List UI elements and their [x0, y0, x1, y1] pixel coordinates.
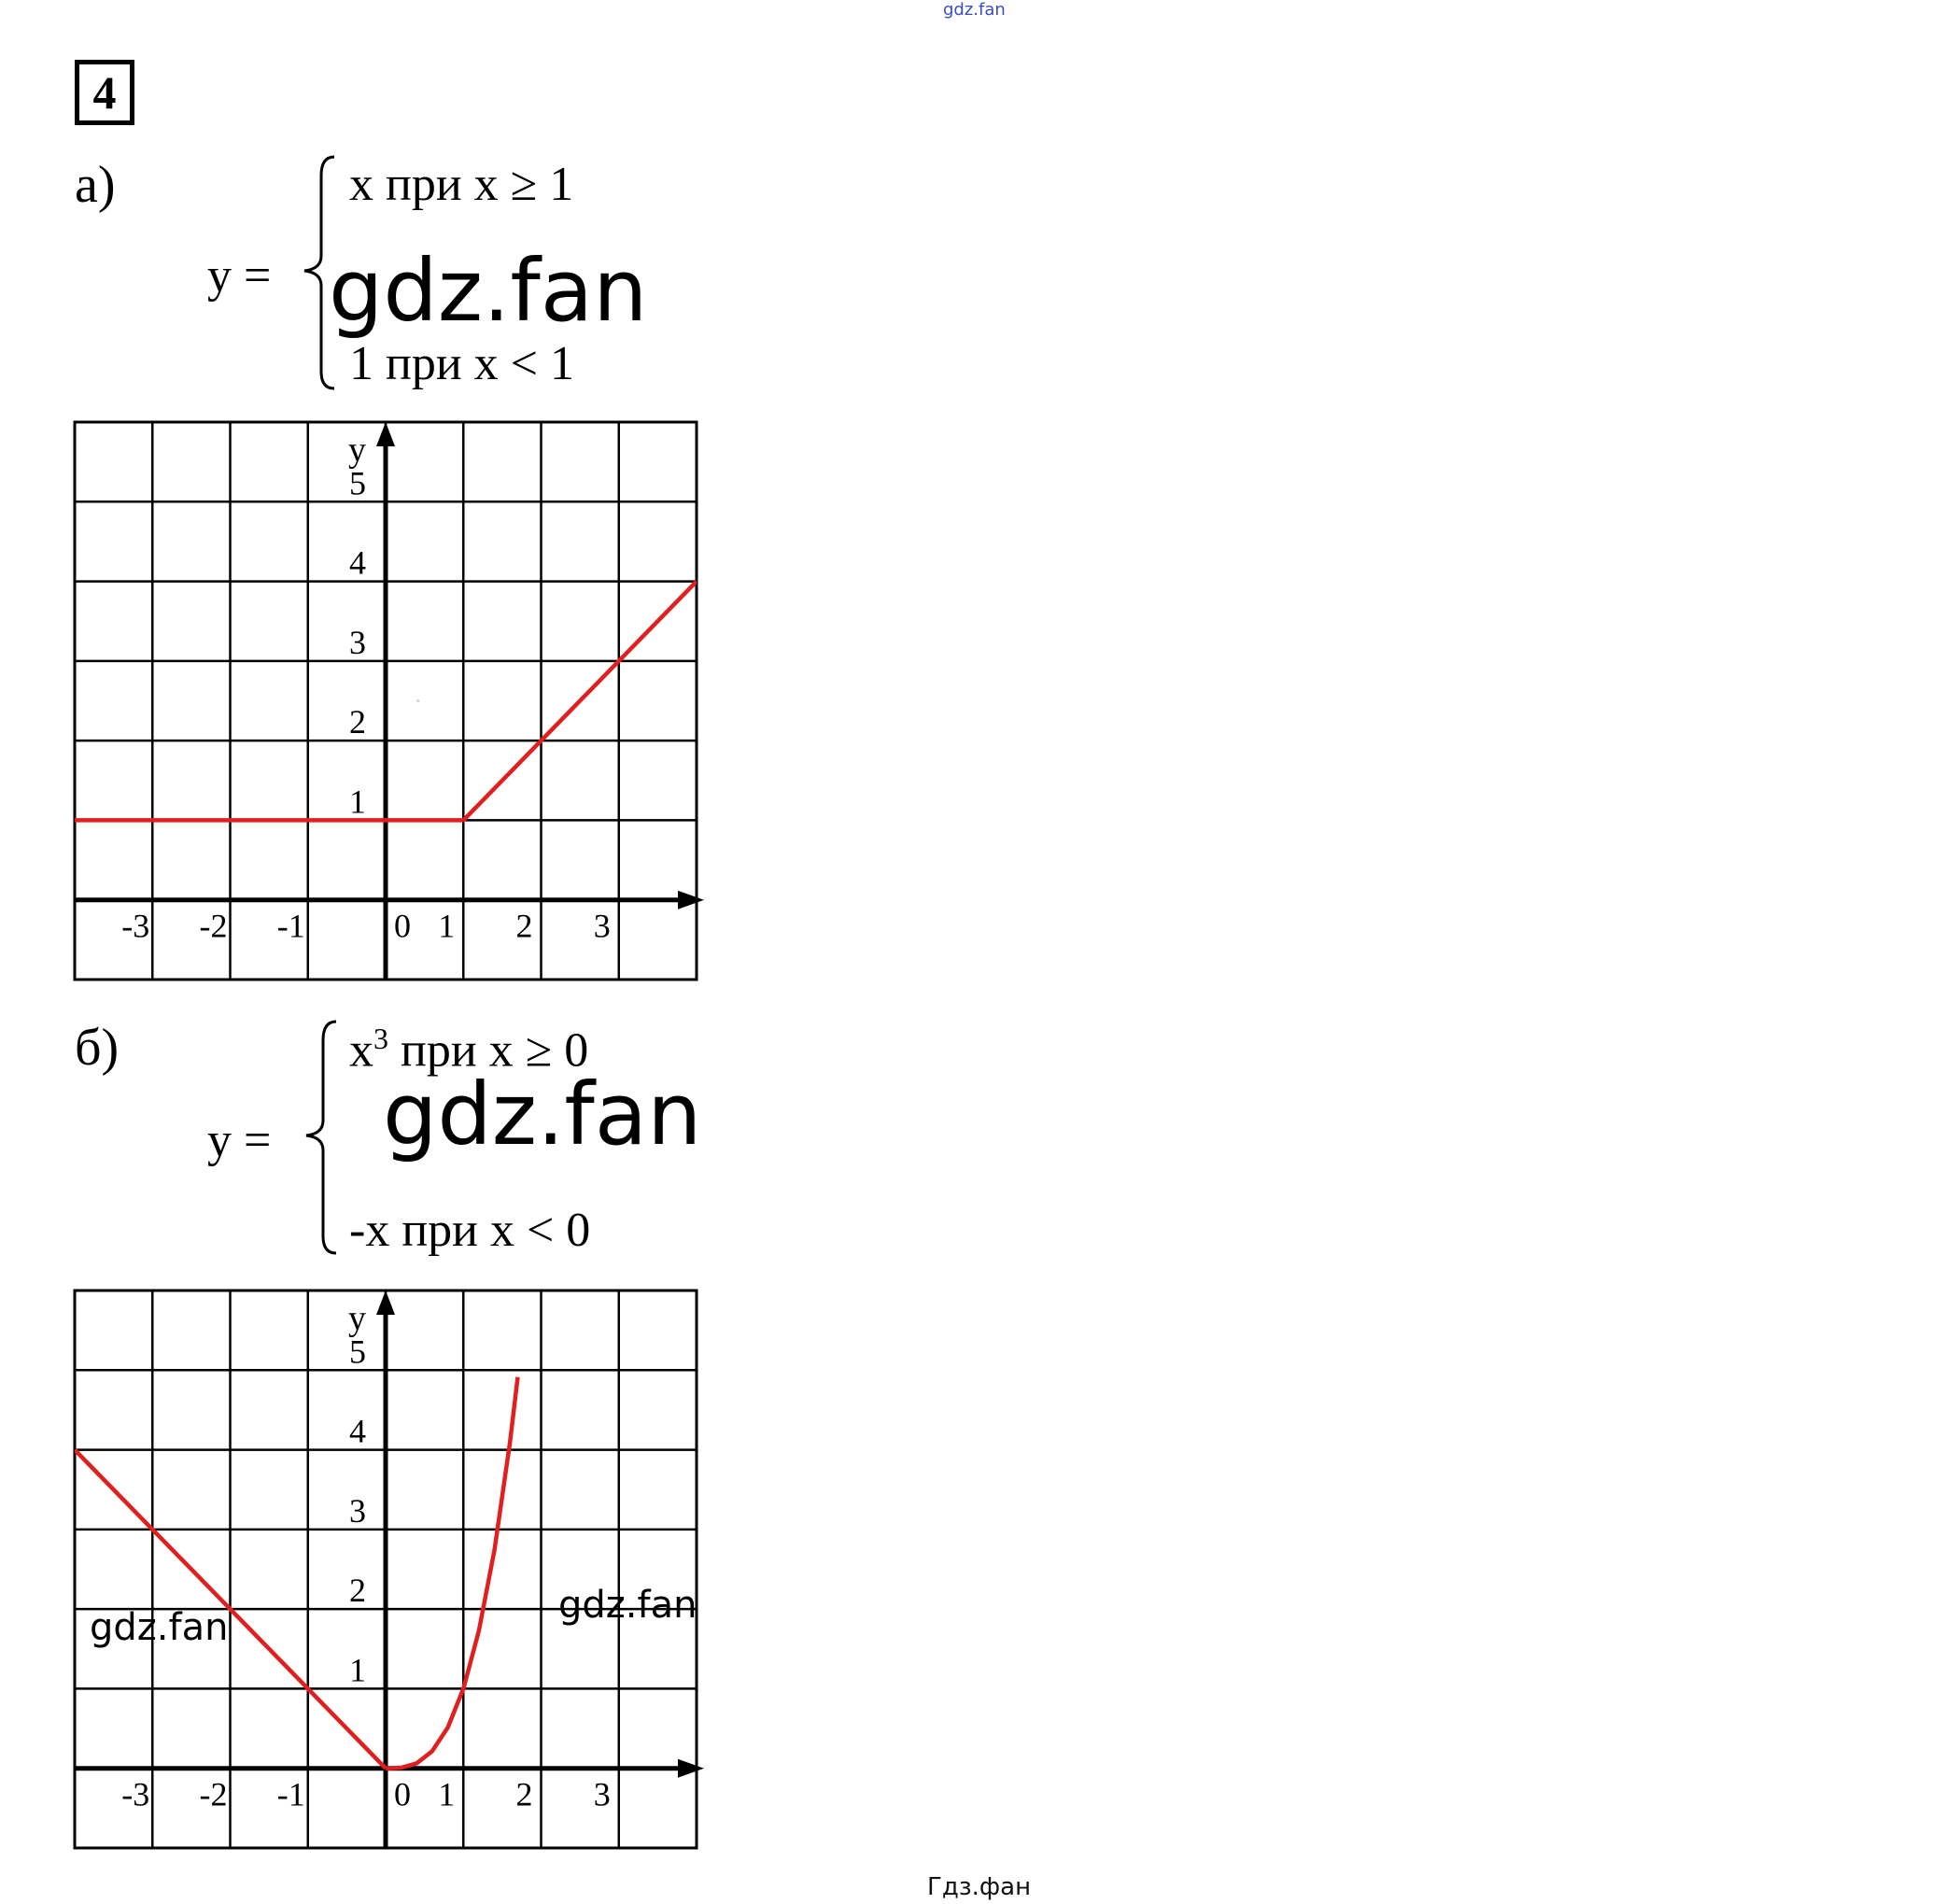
chart-a-y-axis-label: y: [348, 430, 366, 470]
chart-b-watermark-right: gdz.fan: [558, 1584, 697, 1627]
part-b-case-top-exponent: 3: [373, 1022, 388, 1055]
chart-a-y-tick-label: 3: [349, 623, 366, 661]
chart-a-annotations: [75, 422, 697, 980]
chart-a-x-tick-label: -1: [276, 907, 305, 945]
part-a-label: а): [75, 156, 116, 214]
chart-b-y-tick-label: 5: [349, 1333, 366, 1371]
chart-b-x-tick-label: 2: [515, 1775, 533, 1813]
part-b-case-top-rest: при x ≥ 0: [388, 1023, 589, 1078]
chart-b-watermark-left: gdz.fan: [90, 1606, 229, 1649]
part-a-watermark: gdz.fan: [329, 241, 648, 341]
part-b-watermark: gdz.fan: [383, 1065, 702, 1164]
chart-b-x-tick-label: -1: [276, 1775, 305, 1813]
chart-b-x-tick-label: 3: [593, 1775, 611, 1813]
chart-b-x-tick-label: -2: [199, 1775, 228, 1813]
part-b-brace: [301, 1016, 343, 1259]
task-number-box: 4: [75, 60, 134, 125]
chart-b-x-tick-label: 0: [394, 1775, 411, 1813]
chart-b-y-tick-label: 3: [349, 1491, 366, 1530]
chart-a-x-tick-label: 3: [593, 907, 611, 945]
chart-b-y-tick-label: 2: [349, 1572, 366, 1610]
part-b-lhs: y =: [207, 1114, 272, 1167]
chart-a-y-tick-label: 5: [349, 464, 366, 502]
chart-a-x-tick-label: -3: [121, 907, 150, 945]
chart-b-x-tick-label: -3: [121, 1775, 150, 1813]
chart-a-y-tick-label: 2: [349, 703, 366, 741]
chart-a-x-tick-label: 2: [515, 907, 533, 945]
chart-a-y-tick-label: 1: [349, 783, 366, 821]
chart-b-y-tick-label: 4: [349, 1412, 366, 1450]
chart-a-x-tick-label: 1: [438, 907, 456, 945]
part-a-case-bottom: 1 при x < 1: [349, 337, 574, 390]
part-a-case-top: x при x ≥ 1: [349, 158, 574, 211]
chart-b-y-axis-label: y: [348, 1299, 366, 1338]
top-watermark: gdz.fan: [943, 0, 1006, 20]
erasure-mark: .: [415, 678, 422, 709]
part-b-label: б): [75, 1019, 120, 1077]
chart-a-x-tick-label: 0: [394, 907, 411, 945]
part-b-case-top-base: x: [349, 1023, 373, 1078]
chart-a-y-tick-label: 4: [349, 543, 366, 582]
chart-b-y-tick-label: 1: [349, 1651, 366, 1689]
chart-b-x-tick-label: 1: [438, 1775, 456, 1813]
chart-b: [75, 1290, 697, 1848]
bottom-watermark: Гдз.фан: [927, 1873, 1032, 1901]
chart-a-x-tick-label: -2: [199, 907, 228, 945]
part-a-lhs: y =: [207, 249, 272, 303]
part-b-case-bottom: -x при x < 0: [349, 1204, 591, 1257]
